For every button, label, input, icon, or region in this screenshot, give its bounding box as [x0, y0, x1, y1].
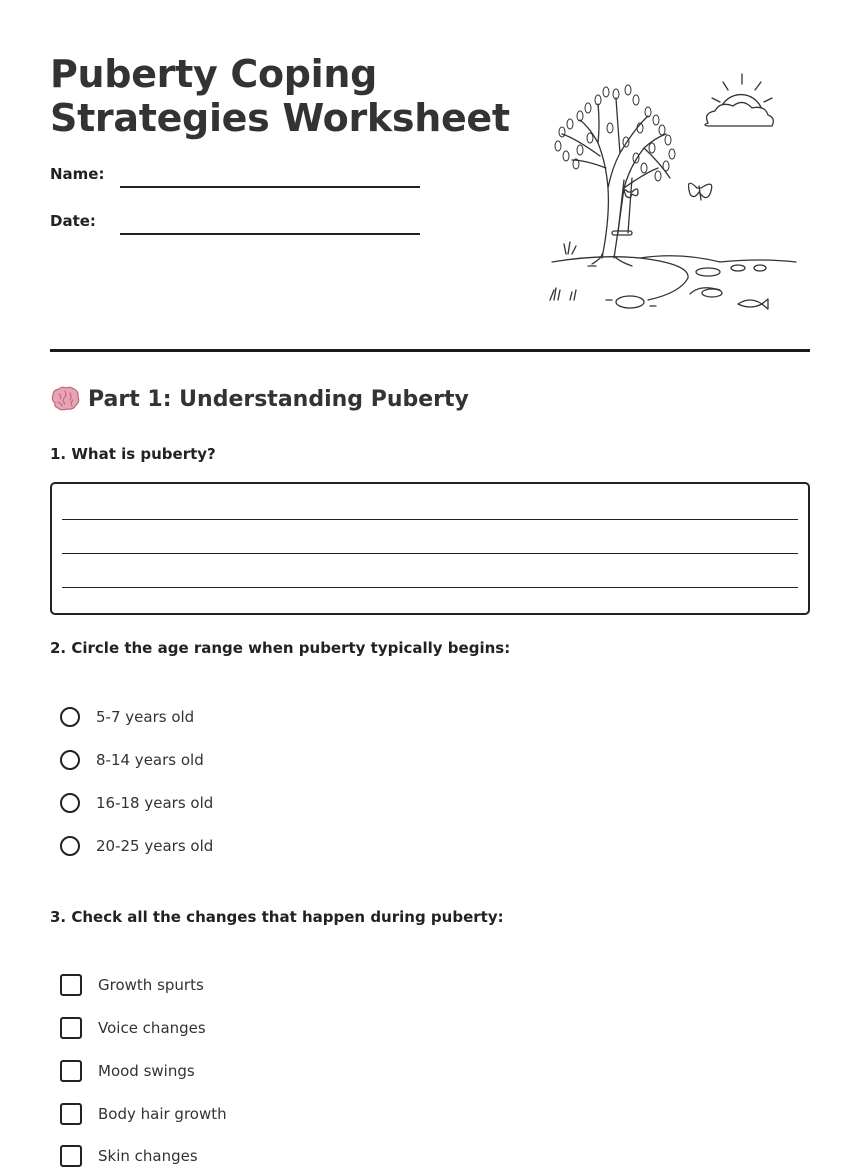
radio-circle[interactable] — [60, 707, 80, 727]
age-option[interactable] — [60, 790, 213, 816]
answer-line — [62, 519, 798, 520]
age-option-label: 20-25 years old — [96, 837, 214, 855]
section-divider — [50, 349, 810, 352]
age-option-label: 5-7 years old — [96, 708, 195, 726]
answer-line — [62, 587, 798, 588]
change-option-label: Skin changes — [98, 1147, 198, 1165]
checkbox[interactable] — [60, 1017, 82, 1039]
checkbox[interactable] — [60, 1145, 82, 1167]
change-option[interactable] — [60, 1143, 198, 1169]
checkbox[interactable] — [60, 1060, 82, 1082]
radio-circle[interactable] — [60, 836, 80, 856]
worksheet-title — [50, 52, 510, 140]
change-option[interactable] — [60, 1058, 195, 1084]
radio-circle[interactable] — [60, 750, 80, 770]
title-line-2: Strategies Worksheet — [50, 96, 510, 140]
age-option-label: 8-14 years old — [96, 751, 204, 769]
name-field[interactable] — [120, 186, 420, 188]
question-2: 2. Circle the age range when puberty typically begins: — [50, 639, 511, 657]
age-option[interactable] — [60, 704, 194, 730]
change-option[interactable] — [60, 972, 204, 998]
date-field[interactable] — [120, 233, 420, 235]
change-option-label: Growth spurts — [98, 976, 204, 994]
date-label: Date: — [50, 212, 96, 230]
part1-heading — [50, 386, 469, 412]
question-3: 3. Check all the changes that happen during puberty: — [50, 908, 504, 926]
change-option[interactable] — [60, 1101, 227, 1127]
change-option-label: Body hair growth — [98, 1105, 227, 1123]
checkbox[interactable] — [60, 974, 82, 996]
change-option-label: Mood swings — [98, 1062, 195, 1080]
butterfly-icon — [689, 183, 712, 200]
change-option-label: Voice changes — [98, 1019, 206, 1037]
tree-swing-illustration — [540, 68, 805, 318]
radio-circle[interactable] — [60, 793, 80, 813]
change-option[interactable] — [60, 1015, 206, 1041]
age-option[interactable] — [60, 747, 204, 773]
answer-box-q1[interactable] — [50, 482, 810, 615]
title-line-1: Puberty Coping — [50, 52, 378, 96]
answer-line — [62, 553, 798, 554]
age-option-label: 16-18 years old — [96, 794, 214, 812]
question-1: 1. What is puberty? — [50, 445, 216, 463]
checkbox[interactable] — [60, 1103, 82, 1125]
name-label: Name: — [50, 165, 105, 183]
part1-heading-text: Part 1: Understanding Puberty — [88, 386, 469, 412]
age-option[interactable] — [60, 833, 213, 859]
cloud-icon — [705, 102, 773, 126]
brain-icon — [50, 386, 80, 412]
